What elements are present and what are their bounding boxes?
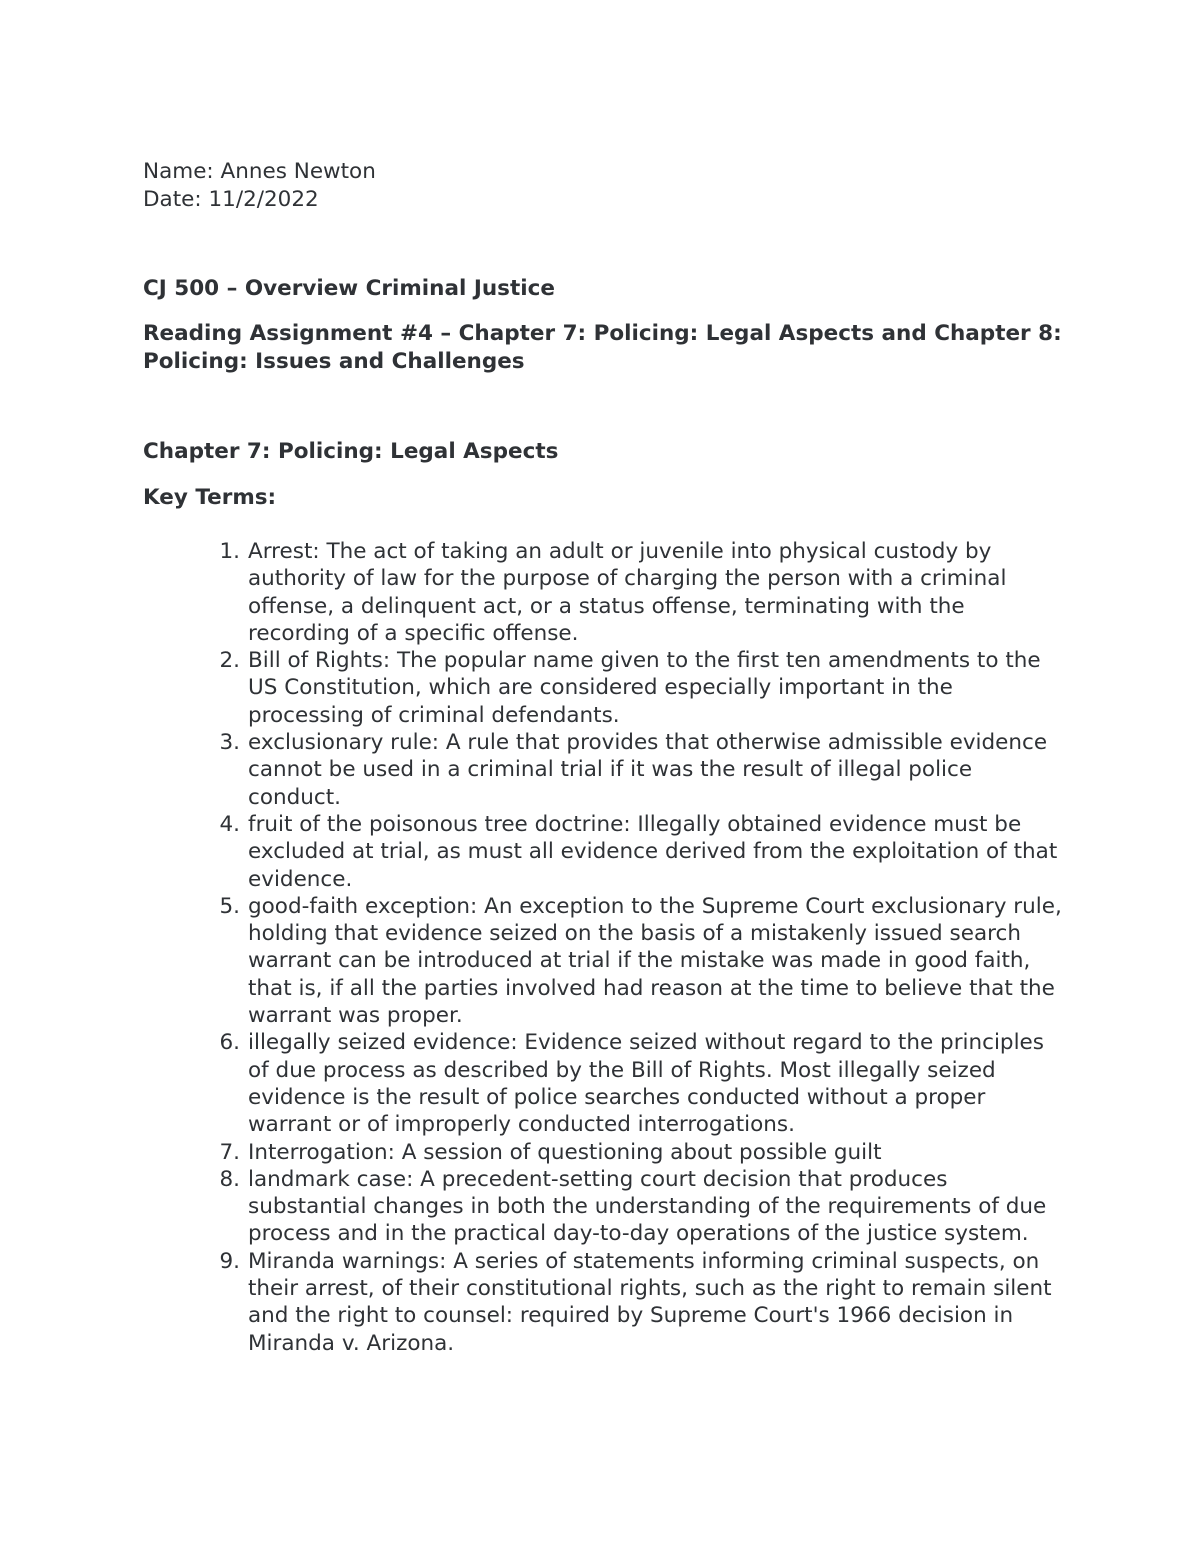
list-item-number: 2. — [219, 648, 240, 674]
list-item-number: 5. — [219, 893, 240, 919]
list-item — [210, 1029, 1070, 1138]
list-item — [210, 1166, 1070, 1248]
list-item-number: 7. — [219, 1139, 240, 1165]
list-item-number: 3. — [219, 730, 240, 756]
list-item-number: 6. — [219, 1030, 240, 1056]
list-item-text: Bill of Rights: The popular name given to the first ten amendments to the US Constitution, which are considered especially important in the processing of criminal defendants. — [248, 648, 1041, 728]
assignment-title: Reading Assignment #4 – Chapter 7: Policing: Legal Aspects and Chapter 8: Policing: Issues and Challenges — [143, 321, 1062, 374]
list-item-text: Arrest: The act of taking an adult or juvenile into physical custody by authority of law for the purpose of charging the person with a criminal offense, a delinquent act, or a status offense, terminating with the recording of a specific offense. — [248, 539, 1007, 646]
key-terms-list — [210, 538, 1070, 1357]
course-title: CJ 500 – Overview Criminal Justice — [143, 276, 555, 301]
list-item-number: 1. — [219, 539, 240, 564]
list-item — [210, 1248, 1070, 1357]
list-item — [210, 811, 1070, 893]
list-item-text: Interrogation: A session of questioning about possible guilt — [248, 1139, 882, 1165]
list-item-text: Miranda warnings: A series of statements informing criminal suspects, on their arrest, of their constitutional rights, such as the right to remain silent and the right to counsel: required by Supreme Court's 1966 decision in Miranda v. Arizona. — [248, 1248, 1052, 1356]
list-item — [210, 1139, 1070, 1166]
document-date: Date: 11/2/2022 — [143, 187, 319, 212]
list-item-text: landmark case: A precedent-setting court decision that produces substantial changes in both the understanding of the requirements of due process and in the practical day-to-day operations of the justice system. — [248, 1166, 1047, 1247]
list-item-number: 8. — [219, 1166, 240, 1192]
list-item — [210, 647, 1070, 729]
list-item — [210, 893, 1070, 1029]
list-item-text: exclusionary rule: A rule that provides that otherwise admissible evidence cannot be used in a criminal trial if it was the result of illegal police conduct. — [248, 730, 1048, 810]
list-item-text: illegally seized evidence: Evidence seized without regard to the principles of due process as described by the Bill of Rights. Most illegally seized evidence is the result of police searches conducted without a proper warrant or of improperly conducted interrogations. — [248, 1030, 1044, 1138]
list-item — [210, 538, 1070, 647]
list-item-text: good-faith exception: An exception to the Supreme Court exclusionary rule, holding that evidence seized on the basis of a mistakenly issued search warrant can be introduced at trial if the mistake was made in good faith, that is, if all the parties involved had reason at the time to believe that the warrant was proper. — [248, 893, 1062, 1029]
list-item-number: 4. — [219, 811, 240, 837]
document-header — [143, 158, 376, 214]
key-terms-heading: Key Terms: — [143, 485, 277, 510]
student-name: Name: Annes Newton — [143, 159, 376, 184]
list-item — [210, 729, 1070, 811]
chapter-heading: Chapter 7: Policing: Legal Aspects — [143, 439, 559, 464]
list-item-number: 9. — [219, 1248, 240, 1274]
list-item-text: fruit of the poisonous tree doctrine: Illegally obtained evidence must be excluded at trial, as must all evidence derived from the exploitation of that evidence. — [248, 811, 1058, 892]
